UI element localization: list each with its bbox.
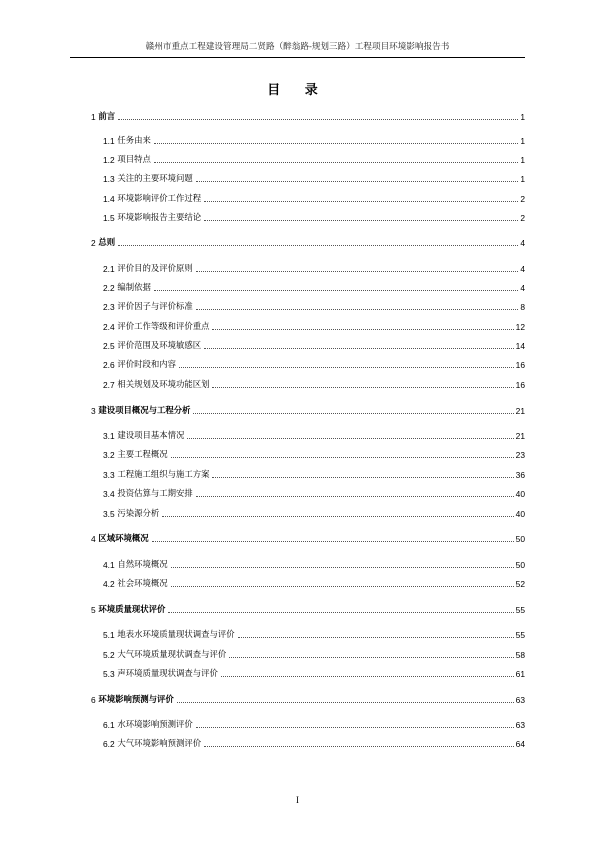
toc-entry-label: 项目特点	[117, 154, 151, 164]
toc-entry-label: 区域环境概况	[98, 533, 149, 543]
toc-dot-leader	[179, 367, 514, 368]
toc-entry-number: 1.4	[103, 194, 115, 204]
toc-entry-number: 1.2	[103, 155, 115, 165]
toc-dot-leader	[154, 290, 519, 291]
toc-chapter-entry[interactable]	[91, 603, 525, 615]
toc-entry-page: 2	[520, 213, 525, 223]
toc-entry-page: 1	[520, 112, 525, 122]
toc-dot-leader	[196, 271, 519, 272]
toc-entry-number: 6	[91, 695, 96, 705]
running-header: 赣州市重点工程建设管理局二贤路（醉翁路-规划三路）工程项目环境影响报告书	[145, 42, 450, 52]
toc-section-entry[interactable]	[103, 507, 525, 519]
toc-entry-number: 6.1	[103, 720, 115, 730]
toc-entry-number: 2.4	[103, 322, 115, 332]
toc-entry-page: 52	[515, 579, 525, 589]
toc-dot-leader	[204, 746, 514, 747]
toc-entry-page: 4	[520, 264, 525, 274]
toc-chapter-entry[interactable]	[91, 693, 525, 705]
toc-entry-page: 1	[520, 174, 525, 184]
toc-entry-label: 水环境影响预测评价	[117, 719, 193, 729]
toc-entry-page: 12	[515, 322, 525, 332]
toc-entry-number: 1	[91, 112, 96, 122]
toc-entry-number: 5.2	[103, 650, 115, 660]
toc-dot-leader	[152, 541, 514, 542]
toc-entry-label: 工程施工组织与施工方案	[117, 469, 210, 479]
toc-entry-label: 环境影响报告主要结论	[117, 212, 202, 222]
toc-entry-page: 50	[515, 534, 525, 544]
toc-entry-label: 大气环境质量现状调查与评价	[117, 649, 227, 659]
toc-section-entry[interactable]	[103, 211, 525, 223]
toc-dot-leader	[196, 496, 514, 497]
toc-dot-leader	[154, 162, 519, 163]
toc-section-entry[interactable]	[103, 378, 525, 390]
toc-dot-leader	[154, 143, 519, 144]
toc-entry-number: 2.6	[103, 360, 115, 370]
toc-entry-number: 5.3	[103, 669, 115, 679]
toc-entry-number: 5.1	[103, 630, 115, 640]
toc-section-entry[interactable]	[103, 448, 525, 460]
toc-entry-label: 建设项目基本情况	[117, 430, 185, 440]
toc-section-entry[interactable]	[103, 300, 525, 312]
toc-entry-page: 23	[515, 450, 525, 460]
toc-entry-label: 任务由来	[117, 135, 151, 145]
toc-entry-number: 2.2	[103, 283, 115, 293]
toc-section-entry[interactable]	[103, 558, 525, 570]
toc-entry-page: 16	[515, 380, 525, 390]
toc-entry-page: 14	[515, 341, 525, 351]
toc-entry-page: 61	[515, 669, 525, 679]
toc-entry-page: 63	[515, 720, 525, 730]
toc-section-entry[interactable]	[103, 628, 525, 640]
toc-dot-leader	[221, 676, 514, 677]
toc-section-entry[interactable]	[103, 667, 525, 679]
toc-dot-leader	[177, 702, 514, 703]
toc-entry-label: 评价时段和内容	[117, 359, 176, 369]
toc-entry-number: 4.1	[103, 560, 115, 570]
toc-entry-number: 6.2	[103, 739, 115, 749]
toc-chapter-entry[interactable]	[91, 532, 525, 544]
toc-entry-label: 关注的主要环境问题	[117, 173, 193, 183]
toc-entry-number: 1.5	[103, 213, 115, 223]
toc-entry-number: 3.1	[103, 431, 115, 441]
toc-dot-leader	[162, 516, 513, 517]
toc-entry-page: 55	[515, 630, 525, 640]
toc-dot-leader	[187, 438, 513, 439]
toc-entry-page: 1	[520, 136, 525, 146]
toc-section-entry[interactable]	[103, 358, 525, 370]
toc-entry-label: 前言	[98, 111, 116, 121]
toc-section-entry[interactable]	[103, 429, 525, 441]
toc-dot-leader	[196, 181, 519, 182]
toc-title: 目 录	[267, 83, 328, 98]
toc-entry-label: 环境质量现状评价	[98, 604, 166, 614]
toc-dot-leader	[196, 309, 519, 310]
toc-entry-number: 3.5	[103, 509, 115, 519]
toc-entry-label: 主要工程概况	[117, 449, 168, 459]
toc-dot-leader	[171, 457, 514, 458]
toc-entry-page: 58	[515, 650, 525, 660]
toc-entry-page: 40	[515, 509, 525, 519]
toc-entry-number: 2	[91, 238, 96, 248]
toc-dot-leader	[196, 727, 514, 728]
toc-entry-page: 50	[515, 560, 525, 570]
toc-entry-label: 相关规划及环境功能区划	[117, 379, 210, 389]
toc-entry-number: 3	[91, 406, 96, 416]
toc-entry-page: 16	[515, 360, 525, 370]
toc-entry-number: 1.3	[103, 174, 115, 184]
toc-entry-number: 5	[91, 605, 96, 615]
toc-section-entry[interactable]	[103, 153, 525, 165]
toc-entry-page: 4	[520, 238, 525, 248]
toc-section-entry[interactable]	[103, 192, 525, 204]
toc-dot-leader	[168, 612, 513, 613]
toc-section-entry[interactable]	[103, 339, 525, 351]
toc-entry-page: 1	[520, 155, 525, 165]
toc-entry-label: 编制依据	[117, 282, 151, 292]
toc-section-entry[interactable]	[103, 577, 525, 589]
toc-dot-leader	[118, 119, 518, 120]
toc-dot-leader	[238, 637, 514, 638]
toc-section-entry[interactable]	[103, 468, 525, 480]
toc-chapter-entry[interactable]	[91, 110, 525, 122]
toc-entry-label: 大气环境影响预测评价	[117, 738, 202, 748]
toc-entry-label: 社会环境概况	[117, 578, 168, 588]
toc-section-entry[interactable]	[103, 262, 525, 274]
toc-entry-label: 评价目的及评价原则	[117, 263, 193, 273]
toc-entry-number: 3.4	[103, 489, 115, 499]
toc-section-entry[interactable]	[103, 737, 525, 749]
toc-entry-number: 2.1	[103, 264, 115, 274]
page-number: I	[296, 795, 299, 805]
toc-section-entry[interactable]	[103, 648, 525, 660]
toc-entry-label: 评价工作等级和评价重点	[117, 321, 210, 331]
toc-entry-page: 40	[515, 489, 525, 499]
toc-section-entry[interactable]	[103, 281, 525, 293]
toc-entry-label: 环境影响预测与评价	[98, 694, 174, 704]
toc-entry-number: 3.2	[103, 450, 115, 460]
toc-dot-leader	[118, 245, 518, 246]
toc-entry-page: 21	[515, 431, 525, 441]
toc-entry-label: 总则	[98, 237, 116, 247]
toc-entry-page: 21	[515, 406, 525, 416]
toc-entry-label: 自然环境概况	[117, 559, 168, 569]
toc-entry-number: 2.3	[103, 302, 115, 312]
toc-section-entry[interactable]	[103, 134, 525, 146]
toc-section-entry[interactable]	[103, 172, 525, 184]
toc-entry-label: 建设项目概况与工程分析	[98, 405, 191, 415]
toc-dot-leader	[212, 477, 513, 478]
toc-chapter-entry[interactable]	[91, 404, 525, 416]
toc-entry-label: 环境影响评价工作过程	[117, 193, 202, 203]
toc-entry-number: 4.2	[103, 579, 115, 589]
toc-dot-leader	[204, 220, 518, 221]
toc-entry-page: 8	[520, 302, 525, 312]
toc-entry-label: 评价范围及环境敏感区	[117, 340, 202, 350]
toc-dot-leader	[229, 657, 513, 658]
toc-section-entry[interactable]	[103, 718, 525, 730]
toc-chapter-entry[interactable]	[91, 236, 525, 248]
toc-entry-page: 36	[515, 470, 525, 480]
toc-entry-number: 2.7	[103, 380, 115, 390]
toc-dot-leader	[193, 413, 513, 414]
toc-entry-label: 污染源分析	[117, 508, 160, 518]
toc-entry-number: 2.5	[103, 341, 115, 351]
toc-dot-leader	[171, 586, 514, 587]
toc-dot-leader	[212, 387, 513, 388]
toc-entry-number: 4	[91, 534, 96, 544]
toc-dot-leader	[204, 348, 514, 349]
toc-entry-number: 1.1	[103, 136, 115, 146]
toc-entry-label: 评价因子与评价标准	[117, 301, 193, 311]
header-rule	[70, 57, 525, 58]
toc-entry-page: 4	[520, 283, 525, 293]
toc-dot-leader	[212, 329, 513, 330]
toc-section-entry[interactable]	[103, 320, 525, 332]
toc-entry-label: 投资估算与工期安排	[117, 488, 193, 498]
toc-entry-page: 64	[515, 739, 525, 749]
toc-entry-label: 地表水环境质量现状调查与评价	[117, 629, 235, 639]
toc-entry-number: 3.3	[103, 470, 115, 480]
toc-dot-leader	[171, 567, 514, 568]
toc-entry-page: 63	[515, 695, 525, 705]
toc-entry-label: 声环境质量现状调查与评价	[117, 668, 218, 678]
toc-section-entry[interactable]	[103, 487, 525, 499]
toc-dot-leader	[204, 201, 518, 202]
toc-entry-page: 55	[515, 605, 525, 615]
toc-entry-page: 2	[520, 194, 525, 204]
